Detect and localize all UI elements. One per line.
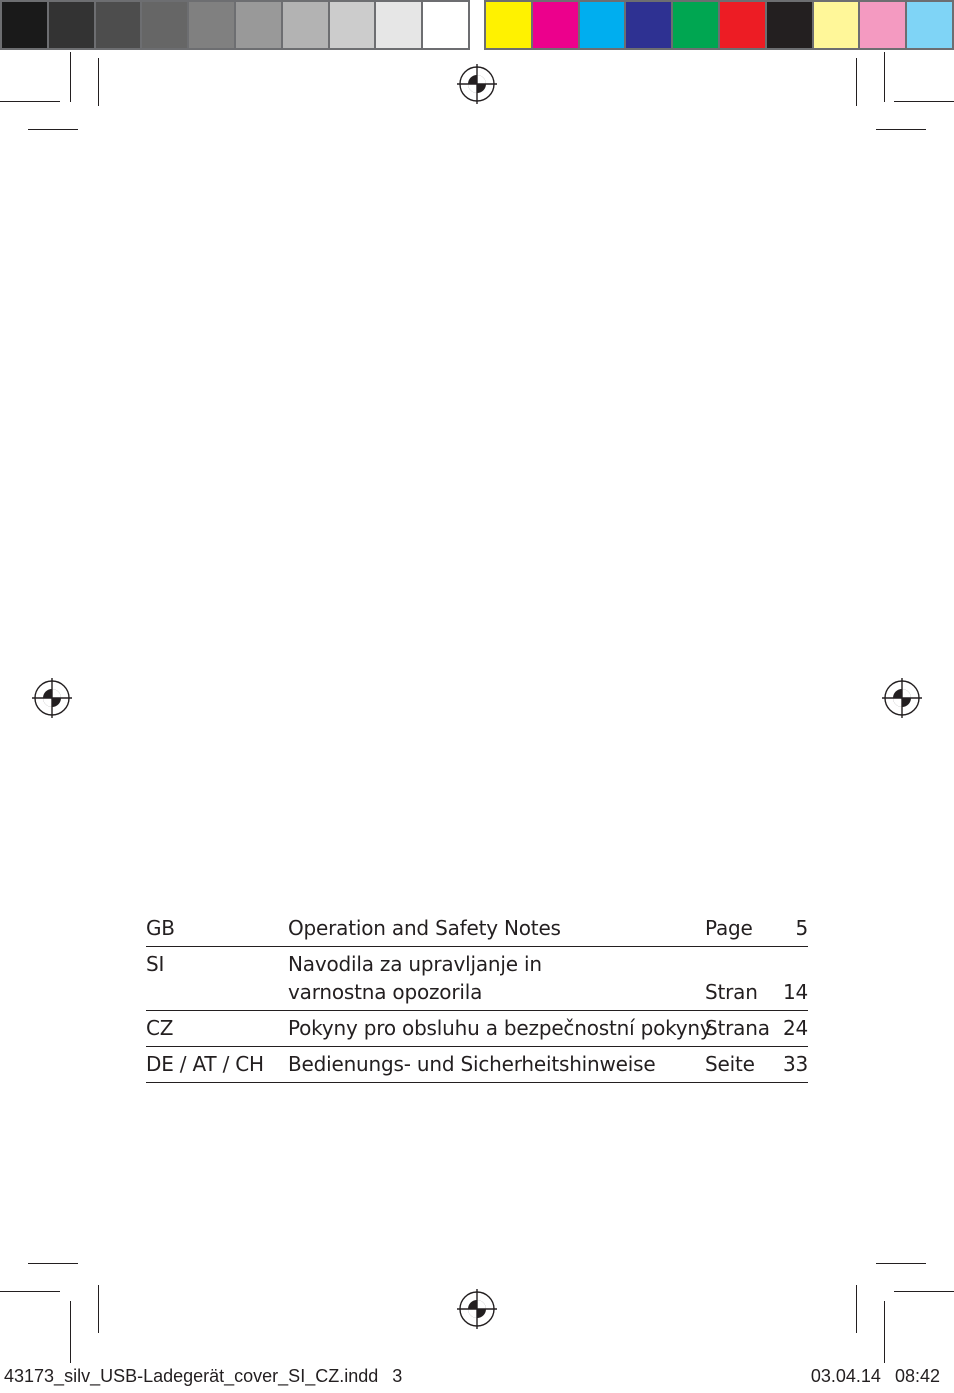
color-swatch (860, 2, 905, 48)
toc-language-code: SI (146, 952, 165, 976)
toc-title (288, 1014, 712, 1042)
footer-date: 03.04.14 (810, 1366, 881, 1386)
crop-mark (70, 1301, 71, 1363)
toc-title-line: varnostna opozorila (288, 980, 483, 1004)
toc-page-number: 24 (783, 1016, 809, 1040)
footer-page-number: 3 (392, 1366, 403, 1386)
registration-mark-icon (882, 678, 922, 718)
color-swatch (626, 2, 671, 48)
color-swatch (720, 2, 765, 48)
color-swatch (376, 2, 421, 48)
registration-mark-icon (32, 678, 72, 718)
toc-row-cz[interactable] (146, 1011, 808, 1047)
color-swatch (330, 2, 375, 48)
toc-row-gb[interactable] (146, 911, 808, 947)
toc-title-line: Pokyny pro obsluhu a bezpečnostní pokyny (288, 1016, 712, 1040)
toc-title (288, 914, 705, 942)
footer-filename: 43173_silv_USB-Ladegerät_cover_SI_CZ.indd (4, 1366, 379, 1386)
color-swatch (907, 2, 952, 48)
color-swatch (49, 2, 94, 48)
crop-mark (894, 101, 954, 102)
toc-row-si[interactable] (146, 947, 808, 1011)
toc-language-code: DE / AT / CH (146, 1052, 264, 1076)
toc-language-code: GB (146, 916, 175, 940)
color-swatch (767, 2, 812, 48)
color-swatch (533, 2, 578, 48)
toc-page-number: 33 (783, 1052, 809, 1076)
registration-mark-icon (457, 64, 497, 104)
footer-slug-timestamp (811, 1366, 940, 1387)
table-of-contents (146, 911, 808, 1083)
toc-language-code: CZ (146, 1016, 174, 1040)
toc-title (288, 1050, 705, 1078)
crop-mark (894, 1291, 954, 1292)
toc-title (288, 950, 705, 1006)
crop-mark (70, 52, 71, 102)
toc-page-number: 14 (783, 980, 809, 1004)
crop-mark (884, 52, 885, 102)
toc-page-label: Stran (705, 980, 758, 1004)
footer-slug-file (4, 1366, 402, 1387)
color-swatch (814, 2, 859, 48)
process-color-bar (484, 0, 954, 50)
crop-mark (98, 58, 99, 106)
crop-mark (856, 58, 857, 106)
color-swatch (2, 2, 47, 48)
toc-page-label: Strana (705, 1016, 770, 1040)
toc-page-label: Page (705, 916, 753, 940)
color-swatch (96, 2, 141, 48)
toc-title-line: Bedienungs- und Sicherheitshinweise (288, 1052, 656, 1076)
toc-title-line: Navodila za upravljanje in (288, 952, 542, 976)
toc-page-number: 5 (795, 916, 808, 940)
crop-mark (0, 1291, 60, 1292)
footer-time: 08:42 (894, 1366, 940, 1386)
registration-mark-icon (457, 1289, 497, 1329)
color-swatch (142, 2, 187, 48)
toc-row-de-at-ch[interactable] (146, 1047, 808, 1083)
crop-mark (884, 1301, 885, 1363)
color-swatch (580, 2, 625, 48)
crop-mark (28, 1263, 78, 1264)
color-swatch (486, 2, 531, 48)
crop-mark (876, 1263, 926, 1264)
crop-mark (856, 1285, 857, 1333)
grayscale-color-bar (0, 0, 470, 50)
crop-mark (28, 129, 78, 130)
color-swatch (283, 2, 328, 48)
toc-title-line: Operation and Safety Notes (288, 916, 561, 940)
crop-mark (0, 101, 60, 102)
crop-mark (98, 1285, 99, 1333)
color-swatch (673, 2, 718, 48)
color-swatch (236, 2, 281, 48)
toc-page-label: Seite (705, 1052, 755, 1076)
color-swatch (423, 2, 468, 48)
crop-mark (876, 129, 926, 130)
color-swatch (189, 2, 234, 48)
